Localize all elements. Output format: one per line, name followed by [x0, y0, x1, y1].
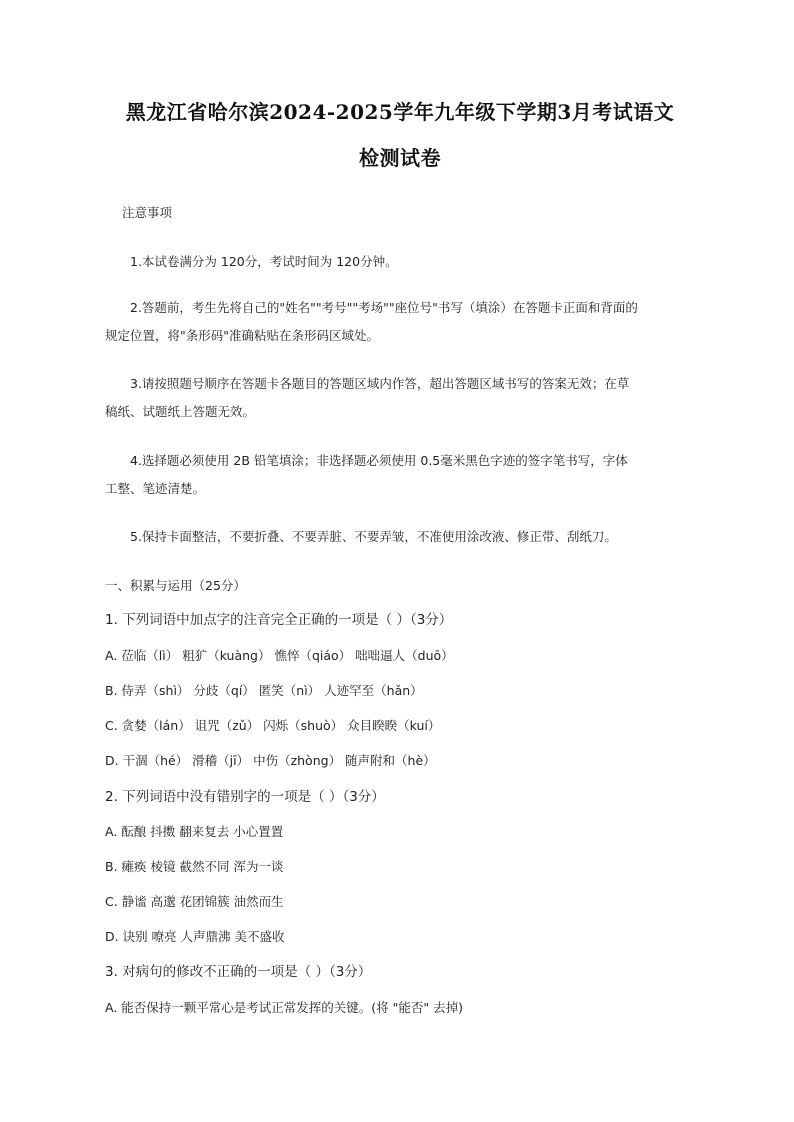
question-1-option-d: D. 干涸（hé） 滑稽（jī） 中伤（zhòng） 随声附和（hè）: [105, 753, 436, 768]
notice-item-2-cont: 规定位置，将"条形码"准确粘贴在条形码区域处。: [105, 328, 379, 343]
section-heading: 一、积累与运用（25分）: [105, 578, 246, 593]
question-2-option-b: B. 瘫痪 棱镜 截然不同 浑为一谈: [105, 859, 284, 874]
notice-item-1: 1.本试卷满分为 120分，考试时间为 120分钟。: [130, 254, 398, 269]
question-2-option-c: C. 静谧 高邈 花团锦簇 油然而生: [105, 894, 284, 909]
question-3-option-a: A. 能否保持一颗平常心是考试正常发挥的关键。(将 "能否" 去掉): [105, 1000, 463, 1015]
question-1-stem: 1. 下列词语中加点字的注音完全正确的一项是（ ）（3分）: [105, 612, 453, 628]
question-1-option-c: C. 贪婪（lán） 诅咒（zǔ） 闪烁（shuò） 众目睽睽（kuí）: [105, 718, 441, 733]
title-line-1: 黑龙江省哈尔滨2024-2025学年九年级下学期3月考试语文: [125, 100, 675, 124]
notice-item-4-cont: 工整、笔迹清楚。: [105, 481, 206, 496]
question-2-stem: 2. 下列词语中没有错别字的一项是（ ）（3分）: [105, 789, 385, 805]
notice-item-3-cont: 稿纸、试题纸上答题无效。: [105, 404, 256, 419]
title-line-2: 检测试卷: [359, 146, 441, 170]
notice-item-5: 5.保持卡面整洁，不要折叠、不要弄脏、不要弄皱，不准使用涂改液、修正带、刮纸刀。: [130, 529, 617, 544]
question-1-option-a: A. 莅临（lì） 粗犷（kuàng） 憔悴（qiáo） 咄咄逼人（duō）: [105, 648, 454, 663]
question-2-option-a: A. 酝酿 抖擞 翻来复去 小心置置: [105, 824, 284, 839]
notice-heading: 注意事项: [122, 205, 173, 220]
notice-item-4: 4.选择题必须使用 2B 铅笔填涂；非选择题必须使用 0.5毫米黑色字迹的签字笔书写，字体: [130, 453, 628, 468]
notice-item-3: 3.请按照题号顺序在答题卡各题目的答题区域内作答，超出答题区域书写的答案无效；在草: [130, 376, 630, 391]
notice-item-2: 2.答题前，考生先将自己的"姓名""考号""考场""座位号"书写（填涂）在答题卡正面和背面的: [130, 300, 638, 315]
question-1-option-b: B. 侍弄（shì） 分歧（qí） 匿笑（nì） 人迹罕至（hǎn）: [105, 683, 423, 698]
question-2-option-d: D. 诀别 嘹亮 人声鼎沸 美不盛收: [105, 929, 285, 944]
question-3-stem: 3. 对病句的修改不正确的一项是（ ）（3分）: [105, 964, 372, 980]
